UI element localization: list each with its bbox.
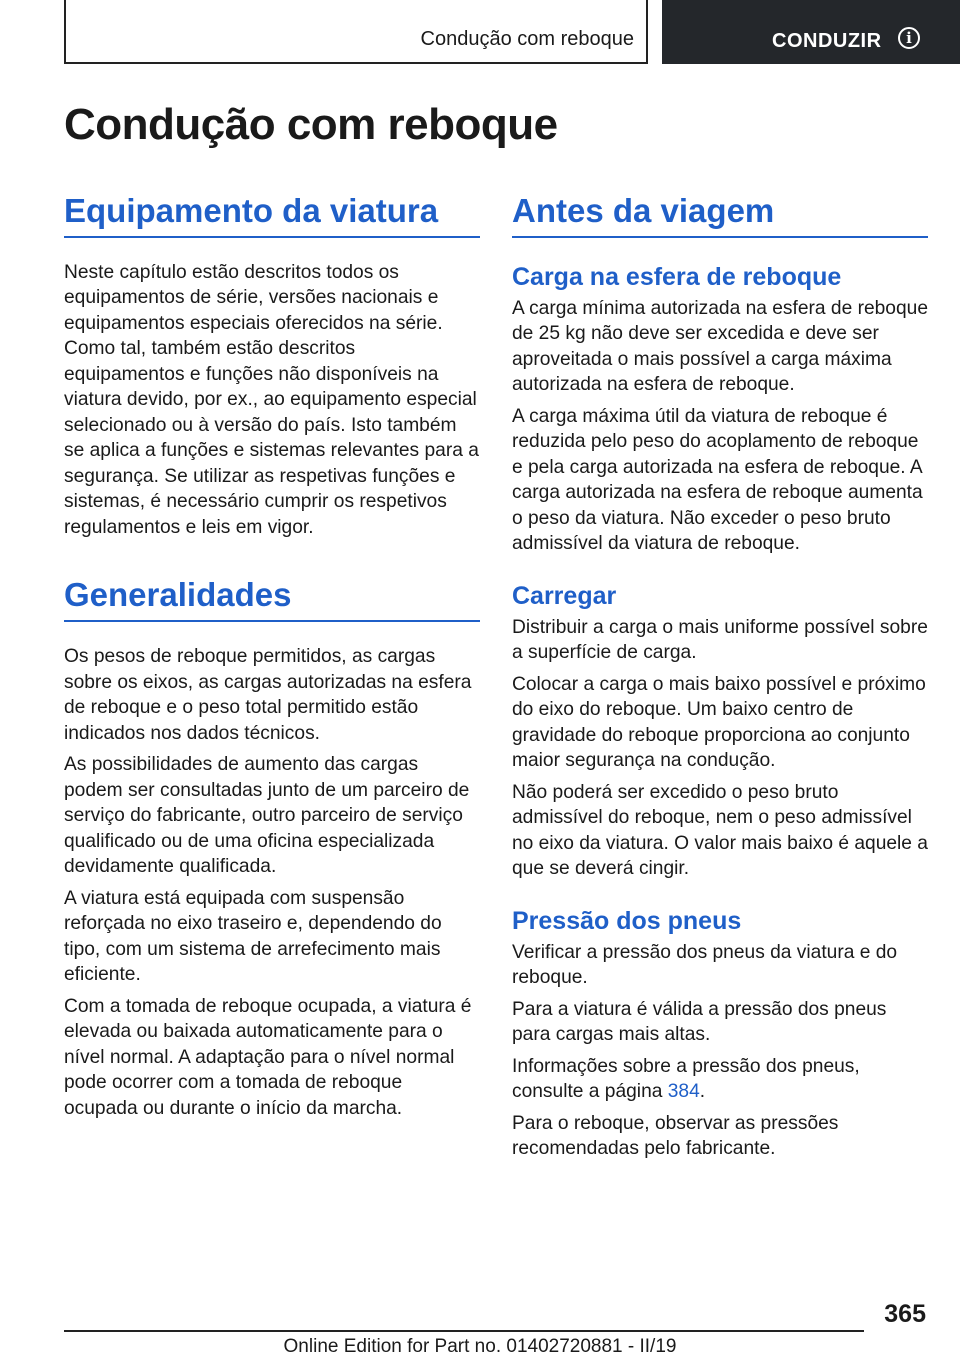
paragraph: Neste capítulo estão descritos todos os equipamentos de série, versões nacionais e equipamentos especiais oferecidos na série. Como tal, também estão descritos equipamentos e funções não disponíveis na viatura devido, por ex., ao equipamento especial selecionado ou à versão do país. Isto também se aplica a funções e sistemas relevantes para a segurança. Se utilizar as respetivas funções e sistemas, é necessário cumprir os respetivos regulamentos e leis em vigor. bbox=[64, 261, 479, 538]
page-title: Condução com reboque bbox=[64, 100, 558, 149]
paragraph-text: . bbox=[699, 1081, 706, 1103]
header-tab-label[interactable]: CONDUZIR bbox=[772, 30, 882, 52]
paragraph: A viatura está equipada com suspensão reforçada no eixo traseiro e, dependendo do tipo, com um sistema de arrefecimento mais eficiente. bbox=[64, 887, 442, 986]
subsection-title-carga: Carga na esfera de reboque bbox=[512, 262, 842, 291]
left-column bbox=[64, 192, 480, 1121]
header-section-box bbox=[64, 0, 648, 64]
info-icon[interactable]: i bbox=[898, 27, 920, 49]
header-section-title: Condução com reboque bbox=[420, 28, 634, 50]
footer-rule bbox=[64, 1330, 864, 1332]
paragraph: As possibilidades de aumento das cargas podem ser consultadas junto de um parceiro de serviço do fabricante, outro parceiro de serviço qualificado ou de uma oficina especializada devidamente qualificada. bbox=[64, 754, 470, 878]
subsection-title-carregar: Carregar bbox=[512, 581, 617, 610]
paragraph: A carga mínima autorizada na esfera de reboque de 25 kg não deve ser excedida e deve ser aproveitada o mais possível a carga máxima autorizada na esfera de reboque. bbox=[512, 297, 928, 396]
paragraph: Com a tomada de reboque ocupada, a viatura é elevada ou baixada automaticamente para o nível normal. A adaptação para o nível normal pode ocorrer com a tomada de reboque ocupada ou durante o início da marcha. bbox=[64, 995, 472, 1119]
section-title-generalidades: Generalidades bbox=[64, 576, 480, 622]
footer-edition: Online Edition for Part no. 01402720881 - II/19 bbox=[283, 1336, 677, 1357]
paragraph: Os pesos de reboque permitidos, as cargas sobre os eixos, as cargas autorizadas na esfera de reboque e o peso total permitido estão indicados nos dados técnicos. bbox=[64, 646, 472, 744]
section-title-antes-da-viagem: Antes da viagem bbox=[512, 192, 928, 238]
paragraph-text: Informações sobre a pressão dos pneus, consulte a página bbox=[512, 1055, 860, 1103]
paragraph: Verificar a pressão dos pneus da viatura e do reboque. bbox=[512, 941, 898, 989]
section-title-equipamento: Equipamento da viatura bbox=[64, 192, 480, 238]
page-link[interactable]: 384 bbox=[667, 1081, 700, 1103]
paragraph: Distribuir a carga o mais uniforme possível sobre a superfície de carga. bbox=[512, 616, 928, 664]
subsection-title-pressao: Pressão dos pneus bbox=[512, 906, 742, 935]
paragraph: Para a viatura é válida a pressão dos pneus para cargas mais altas. bbox=[512, 998, 887, 1046]
paragraph: Não poderá ser excedido o peso bruto admissível do reboque, nem o peso admissível no eixo da viatura. O valor mais baixo é aquele a que se deverá cingir. bbox=[512, 781, 928, 880]
right-column bbox=[512, 192, 928, 1162]
page-number: 365 bbox=[884, 1300, 926, 1328]
paragraph: Colocar a carga o mais baixo possível e próximo do eixo do reboque. Um baixo centro de gravidade do reboque proporciona ao conjunto maior segurança na condução. bbox=[512, 673, 926, 772]
paragraph bbox=[512, 1054, 928, 1105]
paragraph: A carga máxima útil da viatura de reboque é reduzida pelo peso do acoplamento de reboque e pela carga autorizada na esfera de reboque. A carga autorizada na esfera de reboque aumenta o peso da viatura. Não exceder o peso bruto admissível da viatura de reboque. bbox=[512, 405, 923, 555]
header-tab[interactable] bbox=[662, 0, 960, 64]
paragraph: Para o reboque, observar as pressões recomendadas pelo fabricante. bbox=[512, 1112, 839, 1160]
